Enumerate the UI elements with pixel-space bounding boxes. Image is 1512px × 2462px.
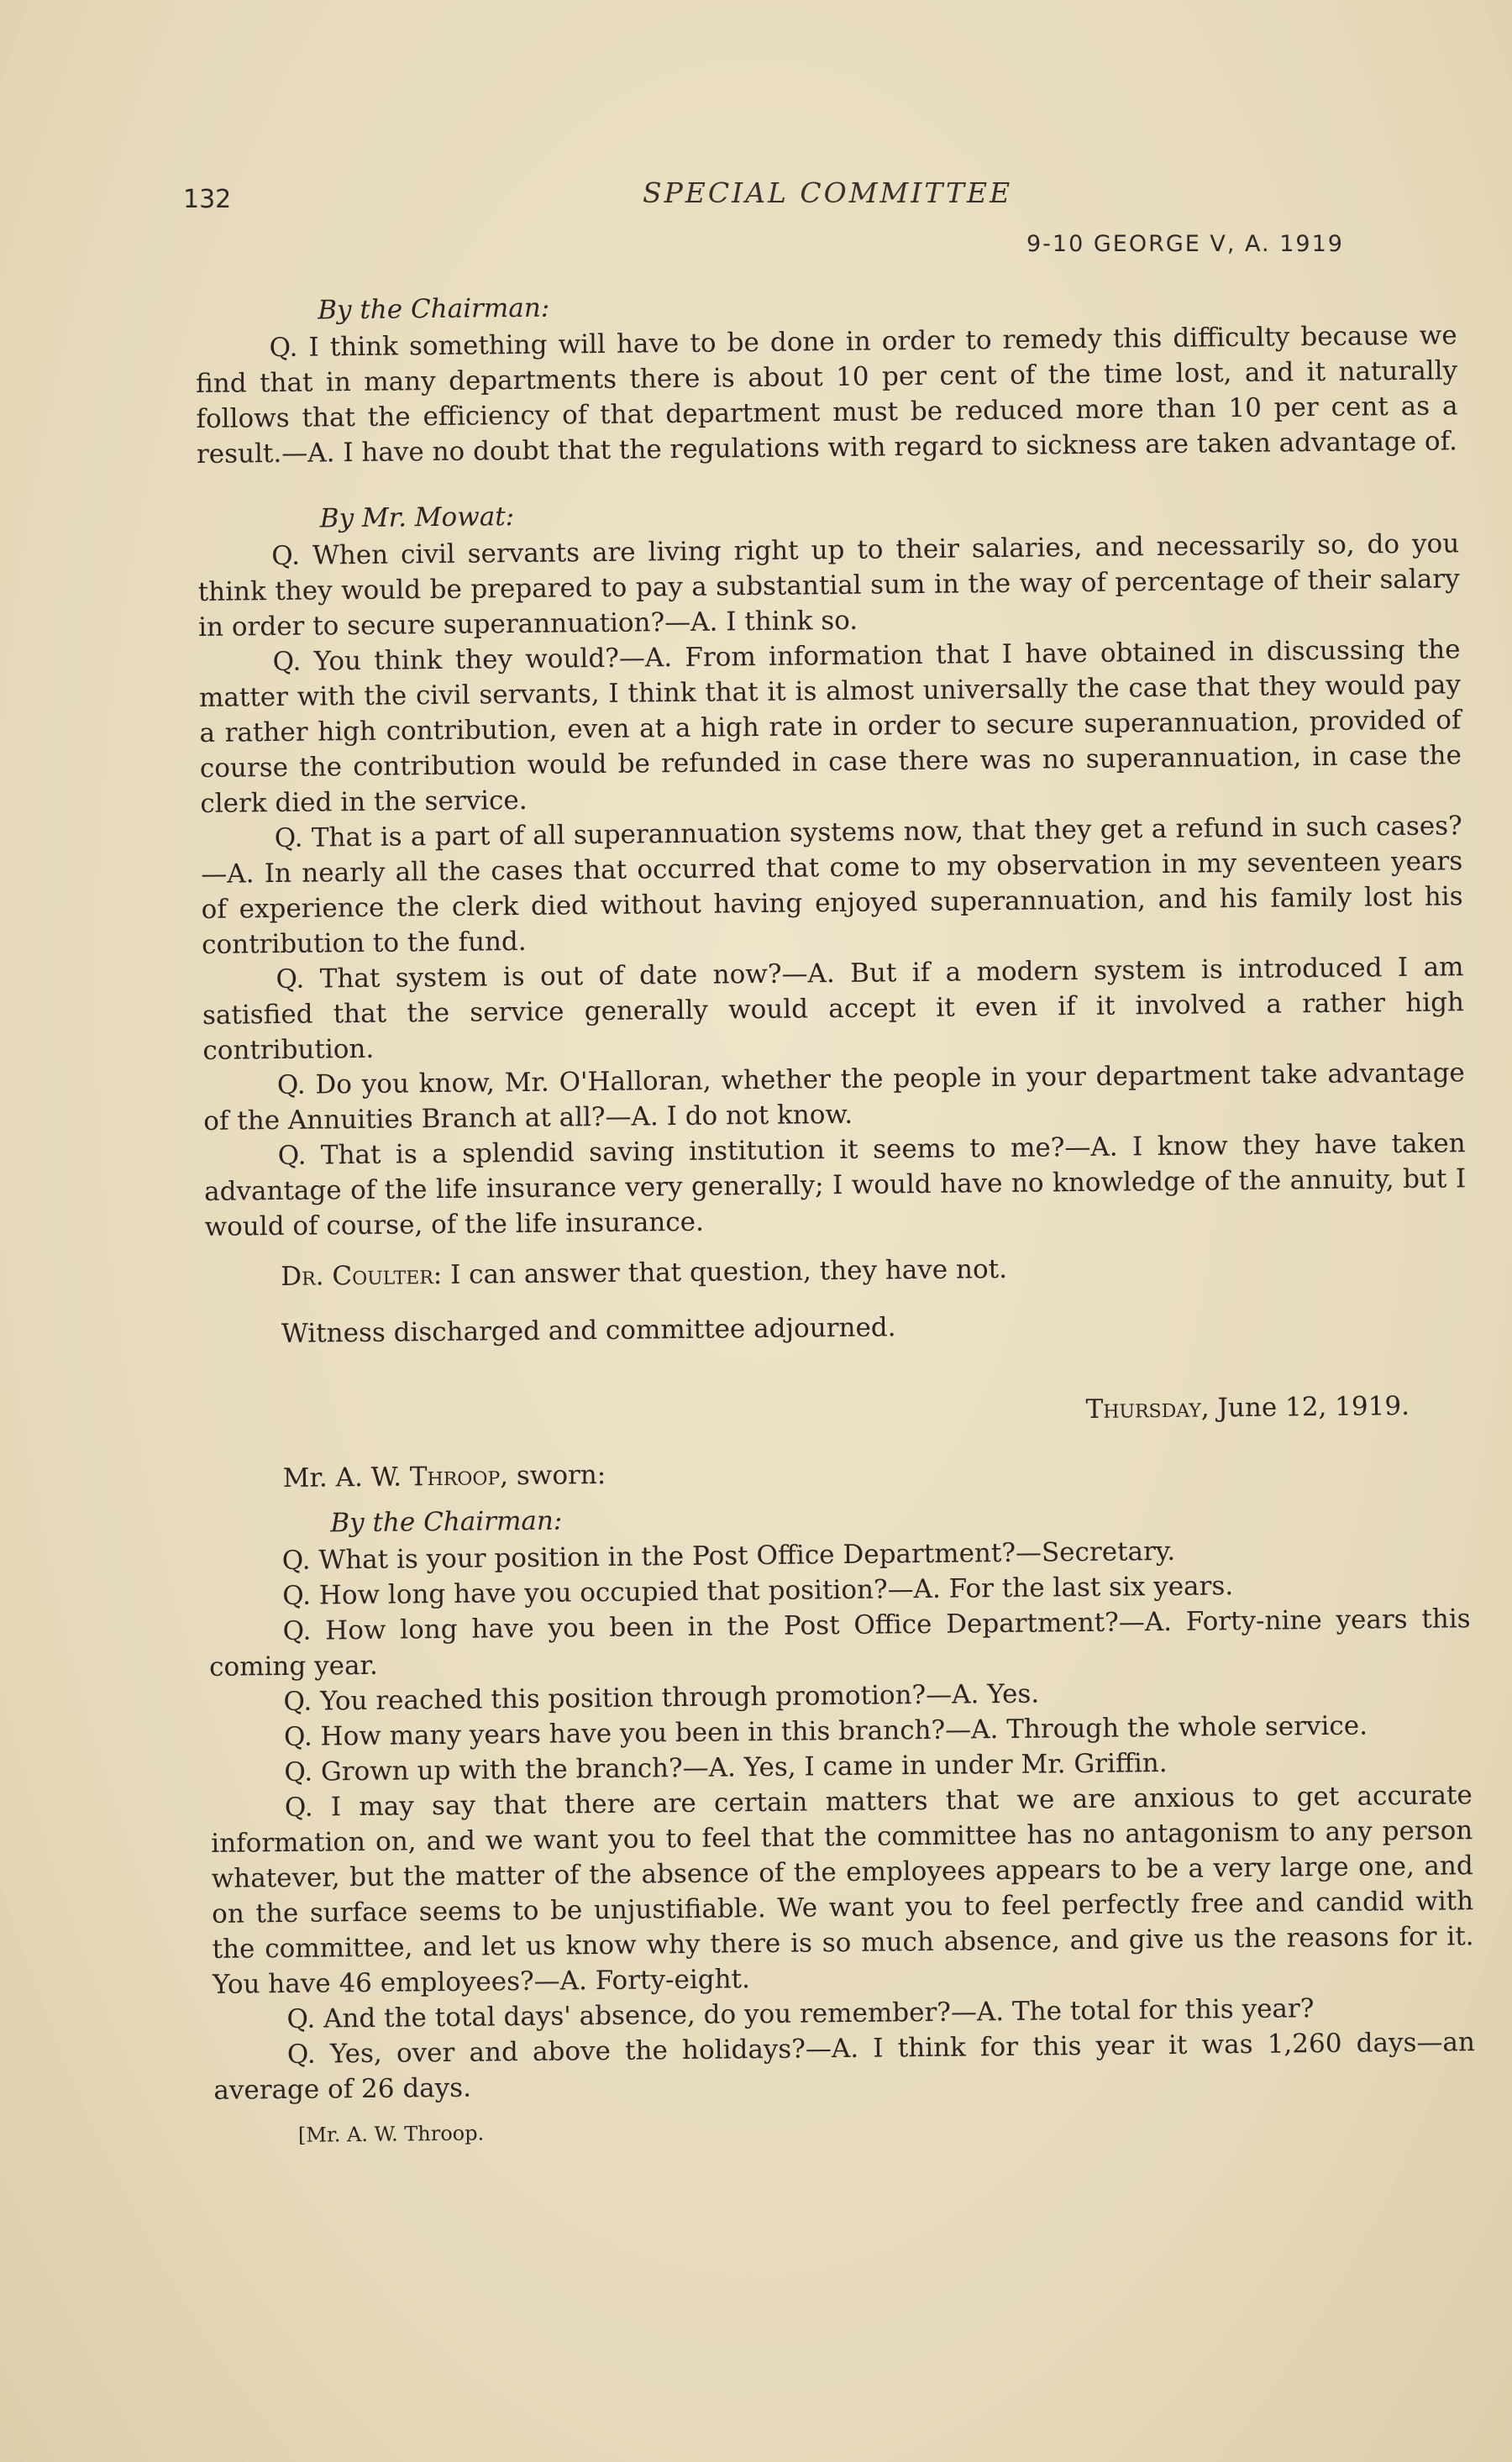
exchange-paragraph: Q. Grown up with the branch?—A. Yes, I came in under Mr. Griffin. [284,1747,1168,1787]
exchange-paragraph: Q. I think something will have to be done in order to remedy this difficulty because we find that in many departments there is about 10 per cent of the time lost, and it naturally follows that the efficiency of that department must be reduced more than 10 per cent as a result.—A. I have no doubt that the regulations with regard to sickness are taken advantage of. [195,320,1458,470]
exchange-paragraph: Q. How long have you occupied that position?—A. For the last six years. [282,1571,1234,1611]
speaker-name: Dr. Coulter [281,1260,433,1292]
speaker-heading: By the Chairman: [318,292,550,326]
coulter-statement [281,1247,1467,1294]
speaker-heading: By the Chairman: [330,1505,563,1539]
exchange-paragraph: Q. Yes, over and above the holidays?—A. I think for this year it was 1,260 days—an average of 26 days. [213,2027,1476,2106]
transcript-body [195,281,1476,2154]
exchange-paragraph: Q. You think they would?—A. From information that I have obtained in discussing the matter with the civil servants, I think that it is almost universally the case that they would pay a rather high contribution, even at a high rate in order to secure superannuation, provided of course the contribution would be refunded in case there was no superannuation, in case the clerk died in the service. [198,634,1462,819]
witness-suffix: , sworn: [500,1459,606,1492]
running-title: SPECIAL COMMITTEE [643,176,1013,209]
speaker-heading: By Mr. Mowat: [319,501,515,534]
session-date [207,1388,1410,1436]
page-number: 132 [183,185,232,214]
witness-name: Throop [409,1461,501,1493]
statement-text: : I can answer that question, they have not. [433,1253,1008,1291]
footer-catchword: [Mr. A. W. Throop. [297,2121,485,2147]
exchange-paragraph: Q. I may say that there are certain matters that we are anxious to get accurate information on, and we want you to feel that the committee has no antagonism to any person whatever, but the matter of the absence of the employees appears to be a very large one, and on the surface seems to be unjustifiable. We want you to feel perfectly free and candid with the committee, and let us know why there is so much absence, and give us the reasons for it. You have 46 employees?—A. Forty-eight. [211,1780,1474,2000]
page-header [0,0,1512,269]
exchange-paragraph: Q. When civil servants are living right up to their salaries, and necessarily so, do you think they would be prepared to pay a substantial sum in the way of percentage of their salary in order to secure superannuation?—A. I think so. [197,528,1460,643]
exchange-paragraph: Q. And the total days' absence, do you remember?—A. The total for this year? [286,1993,1315,2034]
witness-prefix: Mr. A. W. [282,1462,411,1493]
exchange-paragraph: Q. How long have you been in the Post Office Department?—A. Forty-nine years this coming year. [208,1604,1471,1682]
exchange-paragraph: Q. That is a splendid saving institution it seems to me?—A. I know they have taken advantage of the life insurance very generally; I would have no knowledge of the annuity, but I would of course, of the life insurance. [204,1128,1467,1242]
exchange-paragraph: Q. You reached this position through promotion?—A. Yes. [283,1678,1040,1717]
exchange-paragraph: Q. That is a part of all superannuation systems now, that they get a refund in such cases?—A. In nearly all the cases that occurred that come to my observation in my seventeen years of experience the clerk died without having enjoyed superannuation, and his family lost his contribution to the fund. [201,811,1463,960]
exchange-paragraph: Q. That system is out of date now?—A. But if a modern system is introduced I am satisfied that the service generally would accept it even if it involved a rather high contribution. [202,952,1465,1066]
date-rest: , June 12, 1919. [1200,1390,1410,1424]
date-weekday: Thursday [1085,1393,1201,1425]
witness-sworn [283,1448,1469,1496]
exchange-paragraph: Q. How many years have you been in this branch?—A. Through the whole service. [283,1710,1368,1752]
session-label: 9-10 GEORGE V, A. 1919 [1026,231,1344,257]
exchange-paragraph: Q. What is your position in the Post Office Department?—Secretary. [281,1535,1176,1576]
exchange-paragraph: Q. Do you know, Mr. O'Halloran, whether the people in your department take advantage of the Annuities Branch at all?—A. I do not know. [203,1058,1465,1137]
adjournment-note: Witness discharged and committee adjourned. [281,1312,896,1349]
